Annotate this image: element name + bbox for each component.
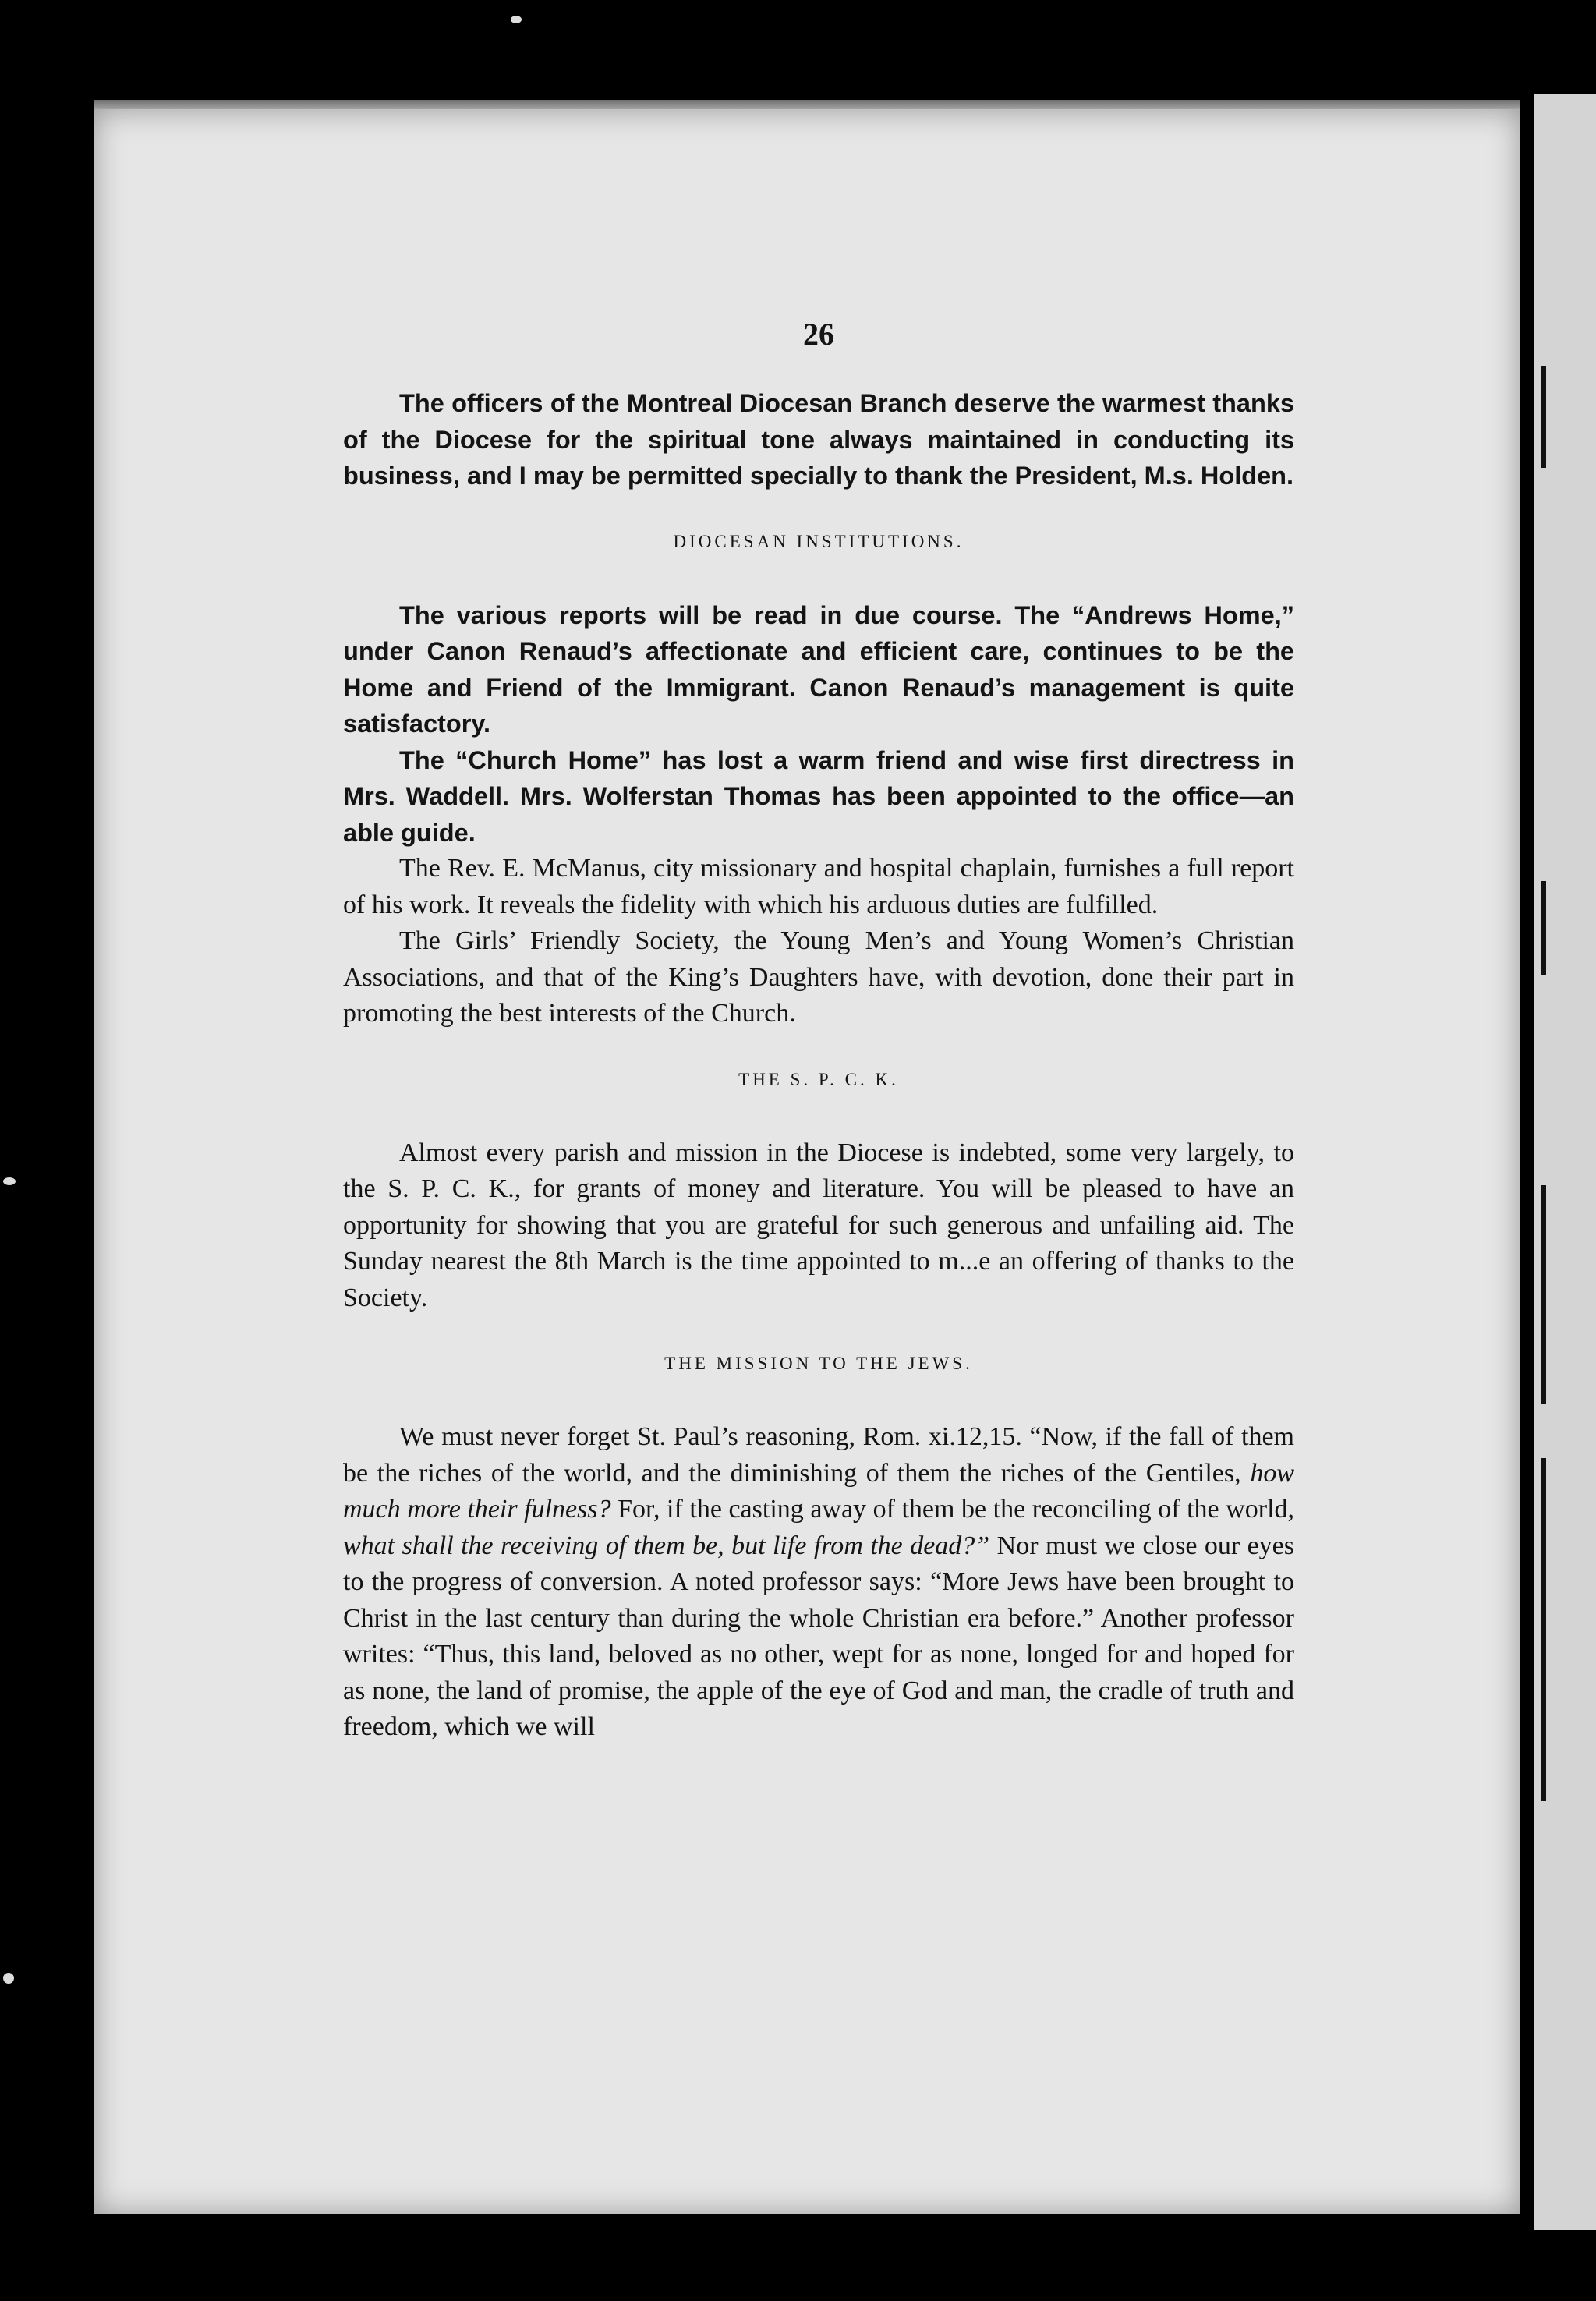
italic-quote: what shall the receiving of them be, but life from the dead?”: [343, 1531, 990, 1560]
margin-mark: [1541, 1458, 1546, 1801]
scan-speck: [511, 16, 522, 23]
paragraph-andrews-home: The various reports will be read in due course. The “Andrews Home,” under Canon Renaud’s affectionate and efficient care, continues to be the Home and Friend of the Immigrant. Canon Renaud’s management is quite satisfactory.: [343, 600, 1294, 738]
page-text: [343, 316, 1294, 1746]
scan-speck: [3, 1177, 16, 1185]
paragraph-city-missionary: The Rev. E. McManus, city missionary and hospital chaplain, furnishes a full report of his work. It reveals the fidelity with which his arduous duties are fulfilled.: [343, 854, 1294, 919]
margin-mark: [1541, 366, 1546, 468]
paragraph-mission-to-jews: [343, 1419, 1294, 1746]
intro-paragraph: The officers of the Montreal Diocesan Branch deserve the warmest thanks of the Diocese for the spiritual tone always maintained in conducting its business, and I may be permitted specially to thank the President, M.s. Holden.: [343, 389, 1294, 490]
text-run: For, if the casting away of them be the reconciling of the world,: [618, 1495, 1295, 1524]
section-heading-diocesan-institutions: DIOCESAN INSTITUTIONS.: [673, 531, 964, 551]
margin-mark: [1541, 881, 1546, 975]
margin-mark: [1541, 1185, 1546, 1404]
italic-quote: how much more their fulness?: [343, 1458, 1295, 1524]
text-run: Nor must we close our eyes to the progress of conversion. A noted professor says: “More Jews have been brought to Christ in the last century than during the whole Christian era before.” Another professor writes: “Thus, this land, beloved as no other, wept for as none, longed for and hoped for as none, the land of promise, the apple of the eye of God and man, the cradle of truth and freedom, which we will: [343, 1531, 1295, 1741]
scan-speck: [3, 1973, 14, 1984]
section-heading-spck: THE S. P. C. K.: [738, 1069, 899, 1089]
page-number: 26: [803, 317, 834, 352]
text-run: We must never forget St. Paul’s reasoning, Rom. xi.12,15. “Now, if the fall of them be the riches of the world, and the diminishing of them the riches of the Gentiles,: [343, 1422, 1294, 1488]
paragraph-spck: Almost every parish and mission in the Diocese is indebted, some very largely, to the S. P. C. K., for grants of money and literature. You will be pleased to have an opportunity for showing that you are grateful for such generous and unfailing aid. The Sunday nearest the 8th March is the time appointed to m...e an offering of thanks to the Society.: [343, 1138, 1294, 1312]
section-heading-mission-to-jews: THE MISSION TO THE JEWS.: [664, 1354, 973, 1373]
paragraph-church-home: The “Church Home” has lost a warm friend and wise first directress in Mrs. Waddell. Mrs. Wolferstan Thomas has been appointed to the office—an able guide.: [343, 745, 1294, 847]
paragraph-girls-friendly-society: The Girls’ Friendly Society, the Young Men’s and Young Women’s Christian Associations, and that of the King’s Daughters have, with devotion, done their part in promoting the best interests of the Church.: [343, 926, 1294, 1028]
